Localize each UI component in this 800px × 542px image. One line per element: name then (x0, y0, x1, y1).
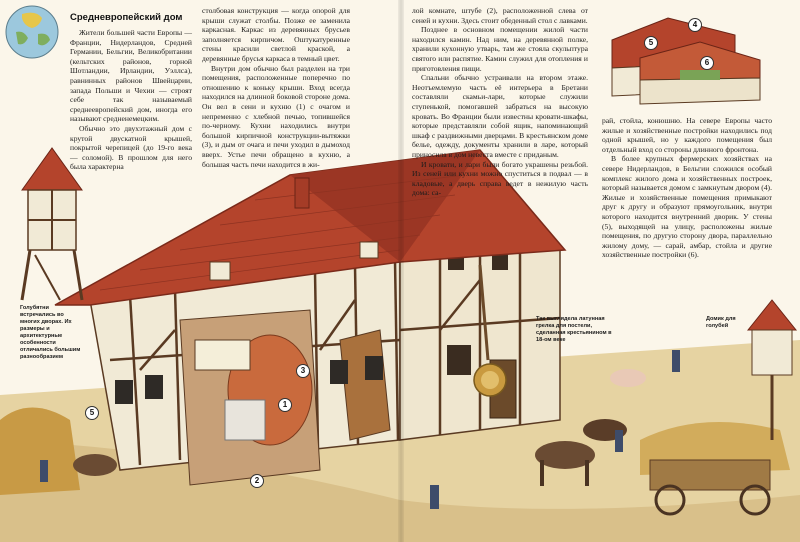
globe-icon (4, 4, 60, 60)
paragraph: рай, стойла, конюшню. На севере Европы часто жилые и хозяйственные постройки находились под одной крышей, но у каждого помещения был отдельный вход со стороны длинного фронтона. (602, 116, 772, 154)
badge-hay: 5 (85, 406, 99, 420)
paragraph: В более крупных фермерских хозяйствах на севере Нидерландов, в Бельгии сложился особый комплекс жилого дома и хозяйственных построек, который называется домом с замкнутым двором (4). Жилые и хозяйственные помещения примыкают друг к другу и образуют прямоугольник, внутри которого находится внутренний дворик. У стены (5), выходящей на улицу, расположены жилые помещения, по другую сторону двора, параллельно жилому дому, — сарай, амбар, стойла и другие хозяйственные постройки (6). (602, 154, 772, 260)
badge-street-wall: 5 (644, 36, 658, 50)
text-column-1 (70, 28, 192, 172)
dormer-window (210, 262, 230, 280)
article-title: Средневропейский дом (70, 12, 183, 23)
book-gutter (398, 0, 404, 542)
bed (195, 340, 250, 370)
dormer-window-2 (360, 242, 378, 258)
gable-window (447, 345, 471, 375)
badge-kitchen: 1 (278, 398, 292, 412)
paragraph: И кровати, и лари были богато украшены резьбой. Из сеней или кухни можно спуститься в подвал — в кладовые, а дверь справа ведет в нежилую часть дома: са- (412, 159, 588, 198)
badge-outbuildings: 6 (700, 56, 714, 70)
text-column-3 (412, 6, 588, 198)
badge-chimney-hood: 3 (296, 364, 310, 378)
text-column-4 (602, 116, 772, 260)
chimney (295, 178, 309, 208)
pig (610, 369, 646, 387)
paragraph: Жители большей части Европы — Франции, Нидерландов, Средней Германии, Бельгии, Великобритании (кельтских районов, горной Шотландии, Ирландии, Уэллса), равнинных районов Швейцарии, запада Польши и Чехии — строят себе так называемый среднеевропейский дом, иногда его называют средненемецким. (70, 28, 192, 124)
paragraph: столбовая конструкция — когда опорой для крыши служат столбы. Позже ее заменила каркасная. Каркас из деревянных брусьев заполняется кирпичом. Оштукатуренные стены красили светлой краской, а деревянные брусья каркаса в темный цвет. (202, 6, 350, 63)
paragraph: Позднее в основном помещении жилой части находился камин. Над ним, на деревянной полке, хранили кухонную утварь, там же стояла скульптура святого или распятие. Камин служил для отопления и приготовления пищи. (412, 25, 588, 73)
badge-stube: 2 (250, 474, 264, 488)
paragraph: Спальни обычно устраивали на втором этаже. Неотъемлемую часть её интерьера в Бретани составляли скамьи-лари, которые служили ступенькой, помогавшей забраться на высокую кровать. Во Франции были известны кровати-шкафы, которые представляли собой ящик, напоминающий шкаф с раздвижными дверцами. В крестьянском доме белье, одежду, документы хранили в ларе, который приносила в дом невеста вместе с приданым. (412, 73, 588, 159)
tiled-stove (225, 400, 265, 440)
caption-dovecote-left: Голубятни встречались во многих дворах. Их размеры и архитектурные особенности отличались большим разнообразием (20, 305, 81, 360)
caption-dovecote-right: Домик для голубей (706, 316, 736, 329)
text-column-2 (202, 6, 350, 169)
caption-bed-warmer: Так выглядела латунная грелка для постели, сделанная крестьянином в 18-ом веке (536, 316, 612, 343)
courtyard-farm-complex (612, 18, 760, 104)
paragraph: лой комнате, штубе (2), расположенной слева от сеней и кухни. Здесь стоит обеденный стол с лавками. (412, 6, 588, 25)
paragraph: Обычно это двухэтажный дом с крутой двускатной крышей, покрытой черепицей (до 19-го века — соломой). В прошлом для него была характерна (70, 123, 192, 172)
badge-courtyard: 4 (688, 18, 702, 32)
paragraph: Внутри дом обычно был разделен на три помещения, расположенные поперечно по отношению к коньку крыши. Вход всегда находился на длинной боковой стороне дома. Он вел в сени и кухню (1) с очагом и непременно с хлебной печью, топившейся по-черному. Кухни находились внутри большой кирпичной конструкции-вытяжки (3), и дым от очага и печи уходил в дымоход вверх. Устье печи обращено в кухню, а большая часть печи находится в жи- (202, 63, 350, 169)
